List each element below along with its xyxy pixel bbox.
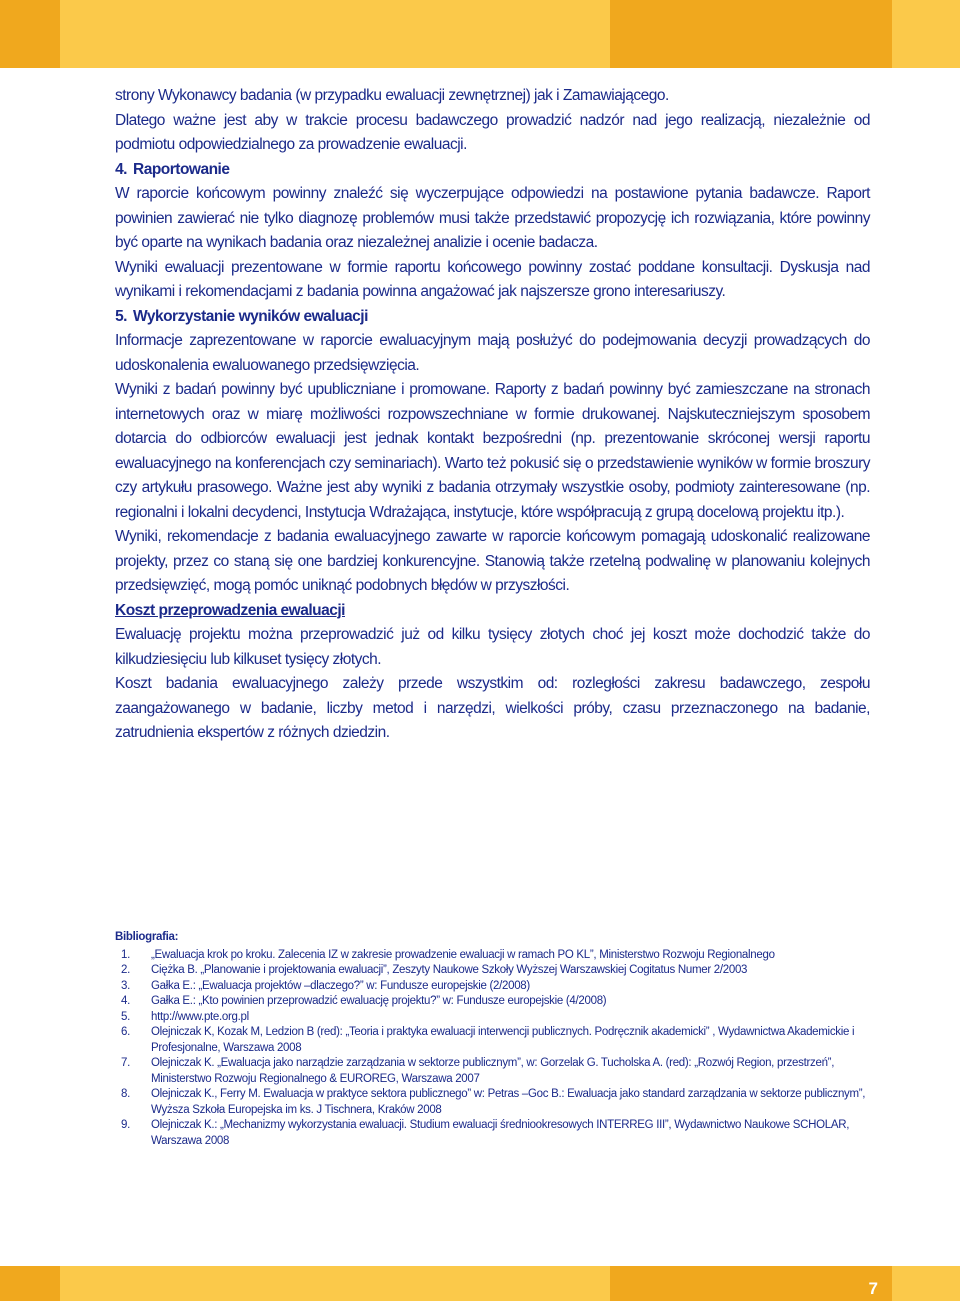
paragraph: Wyniki ewaluacji prezentowane w formie raportu końcowego powinny zostać poddane konsultacji. Dyskusja nad wynikami i rekomendacjami z badania powinna angażować jak najszersze grono interesariuszy. xyxy=(115,258,870,300)
paragraph: Ewaluację projektu można przeprowadzić już od kilku tysięcy złotych choć jej koszt może dochodzić także do kilkudziesięciu lub kilkuset tysięcy złotych. xyxy=(115,626,870,668)
paragraph: Koszt badania ewaluacyjnego zależy przede wszystkim od: rozległości zakresu badawczego, zespołu zaangażowanego w badanie, liczby metod i narzędzi, wielkości próby, czasu przeznaczonego na badanie, zatrudnienia ekspertów z różnych dziedzin. xyxy=(115,675,870,741)
section-5-heading xyxy=(115,305,870,330)
paragraph: Wyniki z badań powinny być upubliczniane i promowane. Raporty z badań powinny być zamieszczane na stronach internetowych oraz w miarę możliwości rozpowszechniane w formie drukowanej. Najskuteczniejszym sposobem dotarcia do odbiorców ewaluacji jest jednak kontakt bezpośredni (np. prezentowanie skróconej wersji raportu ewaluacyjnego na konferencjach czy seminariach). Warto też pokusić się o przedstawienie wyników w formie broszury czy artykułu prasowego. Ważne jest aby wyniki z badania otrzymały wszystkie osoby, podmioty zainteresowane (np. regionalni i lokalni decydenci, Instytucja Wdrażająca, instytucje, które współpracują z grupą docelową projektu itp.). xyxy=(115,381,870,521)
section-title: Raportowanie xyxy=(133,160,230,178)
main-content xyxy=(115,84,870,746)
paragraph: W raporcie końcowym powinny znaleźć się wyczerpujące odpowiedzi na postawione pytania badawcze. Raport powinien zawierać nie tylko diagnozę problemów musi także przedstawić propozycję ich rozwiązania, które powinny być oparte na wynikach badania oraz niezależnej analizie i ocenie badacza. xyxy=(115,185,870,251)
bibliography-item: 8. Olejniczak K., Ferry M. Ewaluacja w praktyce sektora publicznego” w: Petras –Goc B.: Ewaluacja jako standard zarządzania w sektorze publicznym”, Wyższa Szkoła Europejska im ks. J Tischnera, Kraków 2008 xyxy=(121,1088,866,1116)
top-band-block xyxy=(892,0,960,68)
top-decorative-band xyxy=(0,0,960,68)
bibliography-item: 2. Ciężka B. „Planowanie i projektowania ewaluacji”, Zeszyty Naukowe Szkoły Wyższej Warszawskiej Cogitatus Numer 2/2003 xyxy=(121,964,748,976)
paragraph: Wyniki, rekomendacje z badania ewaluacyjnego zawarte w raporcie końcowym pomagają udoskonalić realizowane projekty, przez co staną się one bardziej konkurencyjne. Stanowią także rzetelną podwalinę w planowaniu kolejnych przedsięwzięć, mogą pomóc uniknąć podobnych błędów w przyszłości. xyxy=(115,528,870,594)
top-band-block xyxy=(610,0,892,68)
bibliography-link[interactable]: http://www.pte.org.pl xyxy=(151,1010,249,1023)
bibliography-list xyxy=(115,948,870,1150)
top-band-block xyxy=(60,0,610,68)
bottom-decorative-band xyxy=(0,1266,960,1301)
paragraph: Informacje zaprezentowane w raporcie ewaluacyjnym mają posłużyć do podejmowania decyzji prowadzących do udoskonalenia ewaluowanego przedsięwzięcia. xyxy=(115,332,870,374)
bibliography-item: 6. Olejniczak K, Kozak M, Ledzion B (red): „Teoria i praktyka ewaluacji interwencji publicznych. Podręcznik akademicki” , Wydawnictwa Akademickie i Profesjonalne, Warszawa 2008 xyxy=(121,1026,855,1054)
section-title: Wykorzystanie wyników ewaluacji xyxy=(133,307,368,325)
bottom-band-block xyxy=(60,1266,610,1301)
bottom-band-block xyxy=(892,1266,960,1301)
page-number: 7 xyxy=(868,1279,878,1298)
bibliography-item: 9. Olejniczak K.: „Mechanizmy wykorzystania ewaluacji. Studium ewaluacji średniookresowych INTERREG III”, Wydawnictwo Naukowe SCHOLAR, Warszawa 2008 xyxy=(121,1119,850,1147)
bibliography-item: 7. Olejniczak K. „Ewaluacja jako narządzie zarządzania w sektorze publicznym”, w: Gorzelak G. Tucholska A. (red): „Rozwój Region, przestrzeń”, Ministerstwo Rozwoju Regionalnego & EUROREG, Warszawa 2007 xyxy=(121,1057,835,1085)
bibliography-title: Bibliografia: xyxy=(115,931,179,943)
paragraph: strony Wykonawcy badania (w przypadku ewaluacji zewnętrznej) jak i Zamawiającego. xyxy=(115,87,669,104)
section-number: 5. xyxy=(115,307,127,325)
bibliography-item: 1. „Ewaluacja krok po kroku. Zalecenia IZ w zakresie prowadzenie ewaluacji w ramach PO KL”, Ministerstwo Rozwoju Regionalnego xyxy=(121,948,775,961)
bottom-band-block xyxy=(0,1266,60,1301)
section-4-heading xyxy=(115,158,870,183)
section-number: 4. xyxy=(115,160,127,178)
bibliography-item: 4. Gałka E.: „Kto powinien przeprowadzić ewaluację projektu?” w: Fundusze europejskie (4/2008) xyxy=(121,995,607,1007)
bibliography-item: 5. http://www.pte.org.pl xyxy=(121,1010,249,1023)
bibliography-item: 3. Gałka E.: „Ewaluacja projektów –dlaczego?” w: Fundusze europejskie (2/2008) xyxy=(121,979,530,992)
bottom-band-block xyxy=(610,1266,892,1301)
top-band-block xyxy=(0,0,60,68)
cost-heading: Koszt przeprowadzenia ewaluacji xyxy=(115,601,345,619)
bibliography xyxy=(115,930,870,1149)
paragraph: Dlatego ważne jest aby w trakcie procesu badawczego prowadzić nadzór nad jego realizacją, niezależnie od podmiotu odpowiedzialnego za prowadzenie ewaluacji. xyxy=(115,111,870,153)
